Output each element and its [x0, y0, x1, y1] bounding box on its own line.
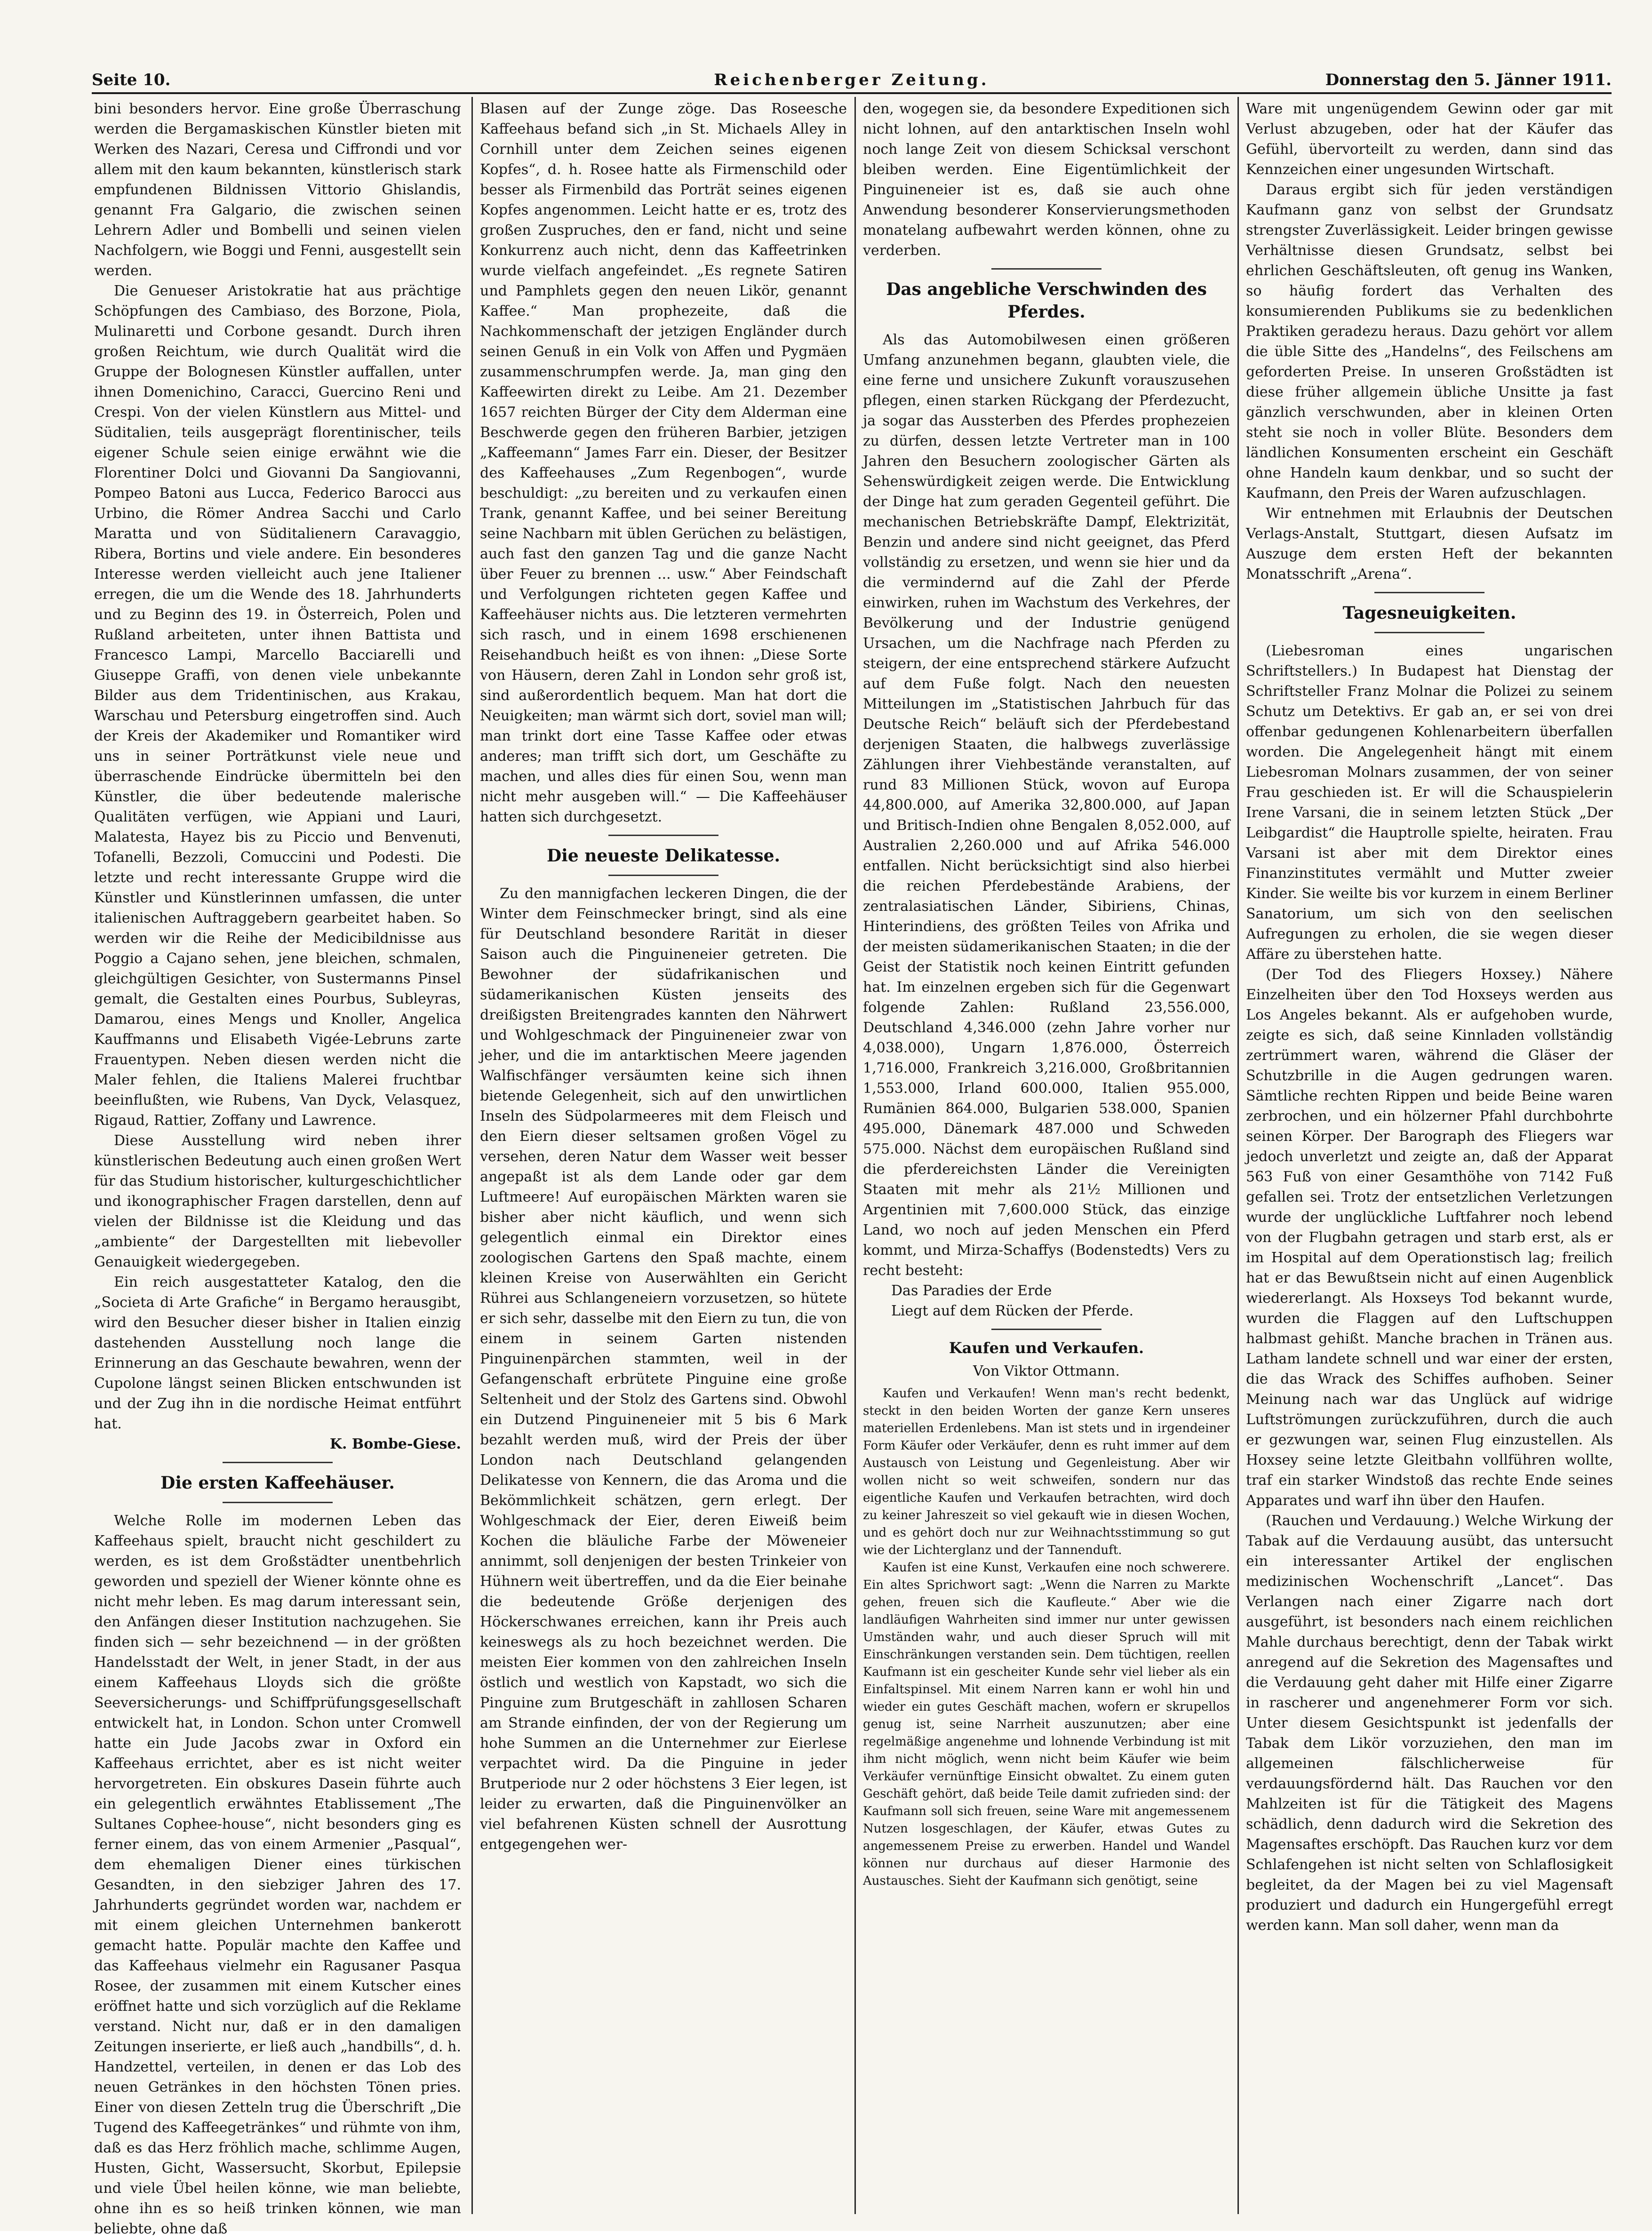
verse-line: Das Paradies der Erde — [891, 1283, 1052, 1299]
paragraph: Blasen auf der Zunge zöge. Das Roseesche Kaffeehaus befand sich „in St. Michaels Alley in Cornhill unter dem Zeichen seines eigenen Kopfes“, d. h. Rosee hatte als Firmenschild oder besser als Firmenbild das Porträt seines eigenen Kopfes angenommen. Leicht hatte er es, trotz des großen Zuspruches, den er fand, nicht und seine Konkurrenz auch nicht, denn das Kaffeetrinken wurde vielfach angefeindet. „Es regnete Satiren und Pamphlets gegen den neuen Likör, genannt Kaffee.“ Man prophezeite, daß die Nachkommenschaft der jetzigen Engländer durch seinen Genuß in ein Volk von Affen und Pygmäen zusammenschrumpfen werde. Ja, man ging den Kaffeewirten direkt zu Leibe. Am 21. Dezember 1657 reichten Bürger der City dem Alderman eine Beschwerde gegen den früheren Barbier, jetzigen „Kaffeemann“ James Farr ein. Dieser, der Besitzer des Kaffeehauses „Zum Regenbogen“, wurde beschuldigt: „zu bereiten und zu verkaufen einen Trank, genannt Kaffee, und bei seiner Bereitung seine Nachbarn mit üblen Gerüchen zu belästigen, auch fast den ganzen Tag und die ganze Nacht über Feuer zu brennen ... usw.“ Aber Feindschaft und Verfolgungen richteten gegen Kaffee und Kaffeehäuser nichts aus. Die letzteren vermehrten sich rasch, und in einem 1698 erschienenen Reisehandbuch heißt es von ihnen: „Diese Sorte von Häusern, deren Zahl in London sehr groß ist, sind außerordentlich bequem. Man hat dort die Neuigkeiten; man wärmt sich dort, soviel man will; man trinkt dort eine Tasse Kaffee oder etwas anderes; man trifft sich dort, um Geschäfte zu machen, und alles dies für einen Sou, wenn man nicht mehr ausgeben will.“ — Die Kaffeehäuser hatten sich durchgesetzt. — [480, 101, 847, 825]
paragraph: Welche Rolle im modernen Leben das Kaffeehaus spielt, braucht nicht geschildert zu werden, es ist dem Großstädter unentbehrlich geworden und speziell der Wiener könnte ohne es nicht mehr leben. Es mag darum interessant sein, den Anfängen dieser Institution nachzugehen. Sie finden sich — sehr bezeichnend — in der größten Handelsstadt der Welt, in jener Stadt, in der aus einem Kaffeehaus Lloyds sich die größte Seeversicherungs- und Schiffprüfungsgesellschaft entwickelt hat, in London. Schon unter Cromwell hatte ein Jude Jacobs zwar in Oxford ein Kaffeehaus errichtet, aber es ist nicht weiter hervorgetreten. Ein obskures Dasein führte auch ein gelegentlich erwähntes Etablissement „The Sultanes Cophee-house“, nicht besonders ging es ferner einem, das von einem Armenier „Pasqual“, dem ehemaligen Diener eines türkischen Gesandten, in den siebziger Jahren des 17. Jahrhunderts gegründet worden war, nachdem er mit einem gleichen Unternehmen bankerott gemacht hatte. Populär machte den Kaffee und das Kaffeehaus vielmehr ein Ragusaner Pasqua Rosee, der zusammen mit einem Kutscher eines eröffnet hatte und sich vorzüglich auf die Reklame verstand. Nicht nur, daß er in den damaligen Zeitungen inserierte, er ließ auch „handbills“, d. h. Handzettel, verteilen, in denen er das Lob des neuen Getränkes in den höchsten Tönen pries. Einer von diesen Zetteln trug die Überschrift „Die Tugend des Kaffeegetränkes“ und rühmte von ihm, daß es das Herz fröhlich mache, schlimme Augen, Husten, Gicht, Wassersucht, Skorbut, Epilepsie und viele Übel heilen könne, wie man beliebte, ohne ihn es so heiß trinken können, wie man beliebte, ohne daß — [94, 1513, 461, 2237]
paragraph: Ware mit ungenügendem Gewinn oder gar mit Verlust abzugeben, oder hat der Käufer das Gefühl, übervorteilt zu werden, dann sind das Kennzeichen einer ungesunden Wirtschaft. — [1246, 101, 1613, 178]
author-signature: K. Bombe-Giese. — [329, 1436, 461, 1452]
section-title: Tagesneuigkeiten. — [1342, 603, 1516, 623]
page-number: Seite 10. — [92, 71, 171, 89]
article-title: Die ersten Kaffeehäuser. — [160, 1473, 395, 1493]
article-title: Die neueste Delikatesse. — [546, 846, 781, 866]
page-header — [92, 71, 1612, 92]
paragraph: Die Genueser Aristokratie hat aus prächtige Schöpfungen des Cambiaso, des Borzone, Piola, Mulinaretti und Corbone gesandt. Durch ihren großen Reichtum, wie durch Qualität wird die Gruppe der Bolognesen Künstler auffallen, unter ihnen Domenichino, Caracci, Guercino Reni und Crespi. Von der vielen Künstlern aus Mittel- und Süditalien, teils ausgeprägt florentinischer, teils eigener Schule seien einige erwähnt wie die Florentiner Dolci und Giovanni Da Sangiovanni, Pompeo Batoni aus Lucca, Federico Barocci aus Urbino, die Römer Andrea Sacchi und Carlo Maratta und von Süditalienern Caravaggio, Ribera, Bortins und viele andere. Ein besonderes Interesse werden vielleicht auch jene Italiener erregen, die um die Wende des 18. Jahrhunderts und zu Beginn des 19. in Österreich, Polen und Rußland arbeiteten, unter ihnen Battista und Francesco Lampi, Marcello Bacciarelli und Giuseppe Graffi, von denen viele unbekannte Bilder aus dem Tridentinischen, aus Krakau, Warschau und Petersburg eingetroffen sind. Auch der Kreis der Akademiker und Romantiker wird uns in seiner Porträtkunst viele neue und überraschende Eindrücke übermitteln bei den Künstler, die über bedeutende malerische Qualitäten verfügen, wie Appiani und Lauri, Malatesta, Hayez bis zu Piccio und Benvenuti, Tofanelli, Bezzoli, Comuccini und Podesti. Die letzte und recht interessante Gruppe wird die Künstler und Künstlerinnen umfassen, die unter italienischen Auftraggebern gearbeitet haben. So werden wir die Reihe der Medicibildnisse aus Poggio a Cajano sehen, jene bleichen, schmalen, gleichgültigen Gesichter, von Sustermanns Pinsel gemalt, die Gestalten eines Pourbus, Subleyras, Damarou, eines Mengs und Knoller, Angelica Kauffmanns und Elisabeth Vigée-Lebruns zarte Frauentypen. Neben diesen werden nicht die Maler fehlen, die Italiens Malerei fruchtbar beeinflußten, wie Rubens, Van Dyck, Velasquez, Rigaud, Rattier, Zoffany und Lawrence. — [94, 283, 461, 1129]
column-divider — [471, 97, 473, 2214]
article-title: Kaufen und Verkaufen. — [949, 1339, 1144, 1357]
column-divider — [1237, 97, 1239, 2214]
paragraph: Diese Ausstellung wird neben ihrer künstlerischen Bedeutung auch einen großen Wert für das Studium historischer, kulturgeschichtlicher und ikonographischer Fragen darstellen, denn auf vielen der Bildnisse ist die Kleidung und das „ambiente“ der Dargestellten mit liebevoller Genauigkeit wiedergegeben. — [94, 1132, 461, 1270]
title-underline — [608, 875, 718, 876]
title-underline — [1374, 632, 1484, 633]
column-2 — [480, 99, 847, 2202]
title-underline — [223, 1502, 333, 1503]
article-separator — [1374, 592, 1484, 593]
article-separator — [991, 268, 1101, 270]
article-title: Das angebliche Verschwinden des Pferdes. — [886, 279, 1207, 322]
paragraph: den, wogegen sie, da besondere Expeditionen sich nicht lohnen, auf den antarktischen Inseln wohl noch lange Zeit von diesem Schicksal verschont bleiben werden. Eine Eigentümlichkeit der Pinguineneier ist es, daß sie auch ohne Anwendung besonderer Konservierungsmethoden monatelang aufbewahrt werden können, ohne zu verderben. — [863, 101, 1230, 259]
verse-line: Liegt auf dem Rücken der Pferde. — [891, 1303, 1134, 1319]
news-item: (Rauchen und Verdauung.) Welche Wirkung der Tabak auf die Verdauung ausübt, das untersucht ein interessanter Artikel der englischen medizinischen Wochenschrift „Lancet“. Das Verlangen nach einer Zigarre nach dort ausgeführt, ist besonders nach einem reichlichen Mahle durchaus berechtigt, denn der Tabak wirkt anregend auf die Sekretion des Magensaftes und die Verdauung geht daher mit Hilfe einer Zigarre in rascherer und angenehmerer Form vor sich. Unter diesem Gesichtspunkt ist jedenfalls der Tabak dem Likör vorzuziehen, den man im allgemeinen fälschlicherweise für verdauungsfördernd hält. Das Rauchen vor den Mahlzeiten ist für die Tätigkeit des Magens schädlich, denn dadurch wird die Sekretion des Magensaftes erschöpft. Das Rauchen kurz vor dem Schlafengehen ist nicht selten von Schlaflosigkeit begleitet, da der Magen bei zu viel Magensaft produziert und dadurch ein Hungergefühl erregt werden kann. Man soll daher, wenn man da — [1246, 1513, 1613, 1934]
column-divider — [854, 97, 856, 2214]
article-separator — [991, 1329, 1101, 1330]
paragraph: Daraus ergibt sich für jeden verständigen Kaufmann ganz von selbst der Grundsatz strengster Zuverlässigkeit. Leider bringen gewisse Verhältnisse diesen Grundsatz, selbst bei ehrlichen Geschäftsleuten, oft genug ins Wanken, so häufig fordert das Verhalten des konsumierenden Publikums sie zu bedenklichen Praktiken geradezu heraus. Dazu gehört vor allem die üble Sitte des „Handelns“, des Feilschens am geforderten Preise. In unseren Großstädten ist diese früher allgemein übliche Unsitte ja fast gänzlich verschwunden, aber in kleinen Orten steht sie noch in voller Blüte. Besonders dem ländlichen Konsumenten erscheint ein Geschäft ohne Handeln kaum denkbar, und so sucht der Kaufmann, den Preis der Waren aufzuschlagen. — [1246, 182, 1613, 502]
header-rule — [92, 92, 1612, 94]
paragraph: Zu den mannigfachen leckeren Dingen, die der Winter dem Feinschmecker bringt, sind als eine für Deutschland besondere Rarität in dieser Saison auch die Pinguineneier getreten. Die Bewohner der südafrikanischen und südamerikanischen Küsten jenseits des dreißigsten Breitengrades kannten den Nährwert und Wohlgeschmack der Pinguineneier zwar von jeher, und die im antarktischen Meere jagenden Walfischfänger versäumten keine sich ihnen bietende Gelegenheit, sich auf den unwirtlichen Inseln des Südpolarmeeres mit dem Fleisch und den Eiern dieser seltsamen großen Vögel zu versehen, deren Natur dem Wasser weit besser angepaßt ist als dem Lande oder gar dem Luftmeere! Auf europäischen Märkten waren sie bisher aber nicht käuflich, und wenn sich gelegentlich einmal ein Direktor eines zoologischen Gartens den Spaß machte, einem kleinen Kreise von Auserwählten ein Gericht Rührei aus Schlangeneiern vorzusetzen, so hütete er sich sehr, dasselbe mit den Eiern zu tun, die von einem in seinem Garten nistenden Pinguinenpärchen stammten, weil in der Gefangenschaft erbrütete Pinguine eine große Seltenheit und der Stolz des Gartens sind. Obwohl ein Dutzend Pinguineneier mit 5 bis 6 Mark bezahlt werden muß, wird der Preis der über London nach Deutschland gelangenden Delikatesse von Kennern, die das Aroma und die Bekömmlichkeit schätzen, gern erlegt. Der Wohlgeschmack der Eier, deren Eiweiß beim Kochen die bläuliche Farbe der Möweneier annimmt, soll denjenigen der besten Trinkeier von Hühnern weit übertreffen, und da die Eier beinahe die bedeutende Größe derjenigen des Höckerschwanes erreichen, kann ihr Preis auch keineswegs als zu hoch bezeichnet werden. Die meisten Eier kommen von den zahlreichen Inseln östlich und westlich von Kapstadt, wo sich die Pinguine zum Brutgeschäft in zahllosen Scharen am Strande einfinden, der von der Regierung um hohe Summen an die Unternehmer zur Eierlese verpachtet wird. Da die Pinguine in jeder Brutperiode nur 2 oder höchstens 3 Eier legen, ist leider zu erwarten, daß die Pinguinenvölker an viel befahrenen Küsten schnell der Ausrottung entgegengehen wer- — [480, 885, 847, 1853]
column-1 — [94, 99, 461, 2237]
issue-date: Donnerstag den 5. Jänner 1911. — [1325, 71, 1612, 89]
masthead: Reichenberger Zeitung. — [714, 71, 990, 89]
news-item: (Der Tod des Fliegers Hoxsey.) Nähere Einzelheiten über den Tod Hoxseys werden aus Los Angeles bekannt. Als er aufgehoben wurde, zeigte es sich, daß seine Kinnladen vollständig zertrümmert waren, während die Gläser der Schutzbrille in die Augen gedrungen waren. Sämtliche rechten Rippen und beide Beine waren zerbrochen, und ein hölzerner Pfahl durchbohrte seinen Körper. Der Barograph des Fliegers war jedoch unverletzt und zeigte an, daß der Apparat 563 Fuß von einer Gesamthöhe von 7142 Fuß gefallen sei. Trotz der entsetzlichen Verletzungen wurde der unglückliche Luftfahrer noch lebend von der Flugbahn getragen und starb erst, als er im Hospital auf dem Operationstisch lag; freilich hat er das Bewußtsein nicht auf einen Augenblick wiedererlangt. Als Hoxseys Tod bekannt wurde, wurden die Flaggen auf den Luftschuppen halbmast gehißt. Manche brachen in Tränen aus. Latham landete schnell und war einer der ersten, die das Wrack des Schiffes aufhoben. Seiner Meinung nach war das Unglück auf widrige Luftströmungen zurückzuführen, durch die auch er gezwungen war, seinen Flug einzustellen. Als Hoxsey seine letzte Gleitbahn vollführen wollte, traf ein starker Windstoß das rechte Ende seines Apparates und warf ihn über den Haufen. — [1246, 966, 1613, 1509]
byline: Von Viktor Ottmann. — [973, 1363, 1120, 1379]
news-item: (Liebesroman eines ungarischen Schriftstellers.) In Budapest hat Dienstag der Schriftsteller Franz Molnar die Polizei zu seinem Schutz um Detektivs. Er gab an, er sei von drei offenbar gedungenen Kohlenarbeitern überfallen worden. Die Angelegenheit hängt mit einem Liebesroman Molnars zusammen, der von seiner Frau geschieden ist. Er will die Schauspielerin Irene Varsani, die in seinem letzten Stück „Der Leibgardist“ die Hauptrolle spielte, heiraten. Frau Varsani ist aber mit dem Direktor eines Finanzinstitutes vermählt und Mutter zweier Kinder. Sie weilte bis vor kurzem in einem Berliner Sanatorium, um sich von den seelischen Aufregungen zu erholen, die sie wegen dieser Affäre zu überstehen hatte. — [1246, 643, 1613, 963]
paragraph: Ein reich ausgestatteter Katalog, den die „Societa di Arte Grafiche“ in Bergamo herausgibt, wird den Besucher dieser bisher in Italien einzig dastehenden Ausstellung noch lange die Erinnerung an das Geschaute bewahren, wenn der Cupolone längst seinen Blicken entschwunden ist und der Zug ihn in die nordische Heimat entführt hat. — [94, 1274, 461, 1432]
paragraph: bini besonders hervor. Eine große Überraschung werden die Bergamaskischen Künstler bieten mit Werken des Nazari, Ceresa und Ciffrondi und vor allem mit den kaum bekannten, künstlerisch stark empfundenen Bildnissen Vittorio Ghislandis, genannt Fra Galgario, die zwischen seinen Lehrern Adler und Bombelli und seinen vielen Nachfolgern, wie Boggi und Fenni, ausgestellt sein werden. — [94, 101, 461, 279]
paragraph: Kaufen ist eine Kunst, Verkaufen eine noch schwerere. Ein altes Sprichwort sagt: „Wenn die Narren zu Markte gehen, freuen sich die Kaufleute.“ Aber wie die landläufigen Wahrheiten sind immer nur unter gewissen Umständen wahr, und auch dieser Spruch will mit Einschränkungen verstanden sein. Dem tüchtigen, reellen Kaufmann ist ein gescheiter Kunde sehr viel lieber als ein Einfaltspinsel. Mit einem Narren kann er wohl hin und wieder ein gutes Geschäft machen, wofern er skrupellos genug ist, seine Narrheit auszunutzen; aber eine regelmäßige angenehme und lohnende Verbindung ist mit ihm nicht möglich, wenn nicht beim Käufer wie beim Verkäufer vernünftige Einsicht obwaltet. Zu einem guten Geschäft gehört, daß beide Teile damit zufrieden sind: der Kaufmann soll sich freuen, seine Ware mit angemessenem Nutzen losgeschlagen, der Käufer, etwas Gutes zu angemessenem Preise zu erwerben. Handel und Wandel können nur durchaus auf dieser Harmonie des Austausches. Sieht der Kaufmann sich genötigt, seine — [863, 1561, 1230, 1888]
paragraph: Wir entnehmen mit Erlaubnis der Deutschen Verlags-Anstalt, Stuttgart, diesen Aufsatz im Auszuge dem ersten Heft der bekannten Monatsschrift „Arena“. — [1246, 505, 1613, 582]
column-4 — [1246, 99, 1613, 2202]
article-separator — [223, 1462, 333, 1463]
paragraph: Kaufen und Verkaufen! Wenn man's recht bedenkt, steckt in den beiden Worten der ganze Kern unseres materiellen Erdenlebens. Man ist stets und in irgendeiner Form Käufer oder Verkäufer, denn es ruht immer auf dem Austausch von Leistung und Gegenleistung. Aber wir wollen nicht so weit schweifen, sondern nur das eigentliche Kaufen und Verkaufen betrachten, wird doch zu keiner Jahreszeit so viel gekauft wie in diesen Wochen, und es gehört doch nur zur Weihnachtsstimmung so gut wie der Lichterglanz und der Tannenduft. — [863, 1386, 1230, 1557]
paragraph: Als das Automobilwesen einen größeren Umfang anzunehmen begann, glaubten viele, die eine ferne und unsichere Zukunft vorauszusehen pflegen, einen starken Rückgang der Pferdezucht, ja sogar das Aussterben des Pferdes prophezeien zu dürfen, dessen letzte Vertreter man in 100 Jahren den Besuchern zoologischer Gärten als Sehenswürdigkeit zeigen werde. Die Entwicklung der Dinge hat zum geraden Gegenteil geführt. Die mechanischen Betriebskräfte Dampf, Elektrizität, Benzin und andere sind nicht geeignet, das Pferd vollständig zu ersetzen, und wenn sie hier und da die vermindernd auf die Zahl der Pferde einwirken, ruhen im Wachstum des Verkehres, der Bevölkerung und der Industrie genügend Ursachen, um die Nachfrage nach Pferden zu steigern, der eine entsprechend stärkere Aufzucht auf dem Fuße folgt. Nach den neuesten Mitteilungen im „Statistischen Jahrbuch für das Deutsche Reich“ beläuft sich der Pferdebestand derjenigen Staaten, die halbwegs zuverlässige Zählungen ihrer Viehbestände veranstalten, auf rund 83 Millionen Stück, wovon auf Europa 44,800.000, auf Amerika 32,800.000, auf Japan und Britisch-Indien ohne Bengalen 8,052.000, auf Australien 2,260.000 und auf Afrika 546.000 entfallen. Nicht berücksichtigt sind also hierbei die reichen Pferdebestände Arabiens, der zentralasiatischen Länder, Sibiriens, Chinas, Hinterindiens, des größten Teiles von Afrika und der meisten südamerikanischen Staaten; in die der Geist der Statistik noch keinen Eintritt gefunden hat. Im einzelnen ergeben sich für die Gegenwart folgende Zahlen: Rußland 23,556.000, Deutschland 4,346.000 (zehn Jahre vorher nur 4,038.000), Ungarn 1,876.000, Österreich 1,716.000, Frankreich 3,216.000, Großbritannien 1,553.000, Irland 600.000, Italien 955.000, Rumänien 864.000, Bulgarien 538.000, Spanien 495.000, Dänemark 487.000 und Schweden 575.000. Nächst dem europäischen Rußland sind die pferdereichsten Länder die Vereinigten Staaten mit mehr als 21½ Millionen und Argentinien mit 7,600.000 Stück, das einzige Land, wo noch auf jeden Menschen ein Pferd kommt, und Mirza-Schaffys (Bodenstedts) Vers zu recht besteht: — [863, 332, 1230, 1279]
article-separator — [608, 835, 718, 836]
column-3 — [863, 99, 1230, 2202]
